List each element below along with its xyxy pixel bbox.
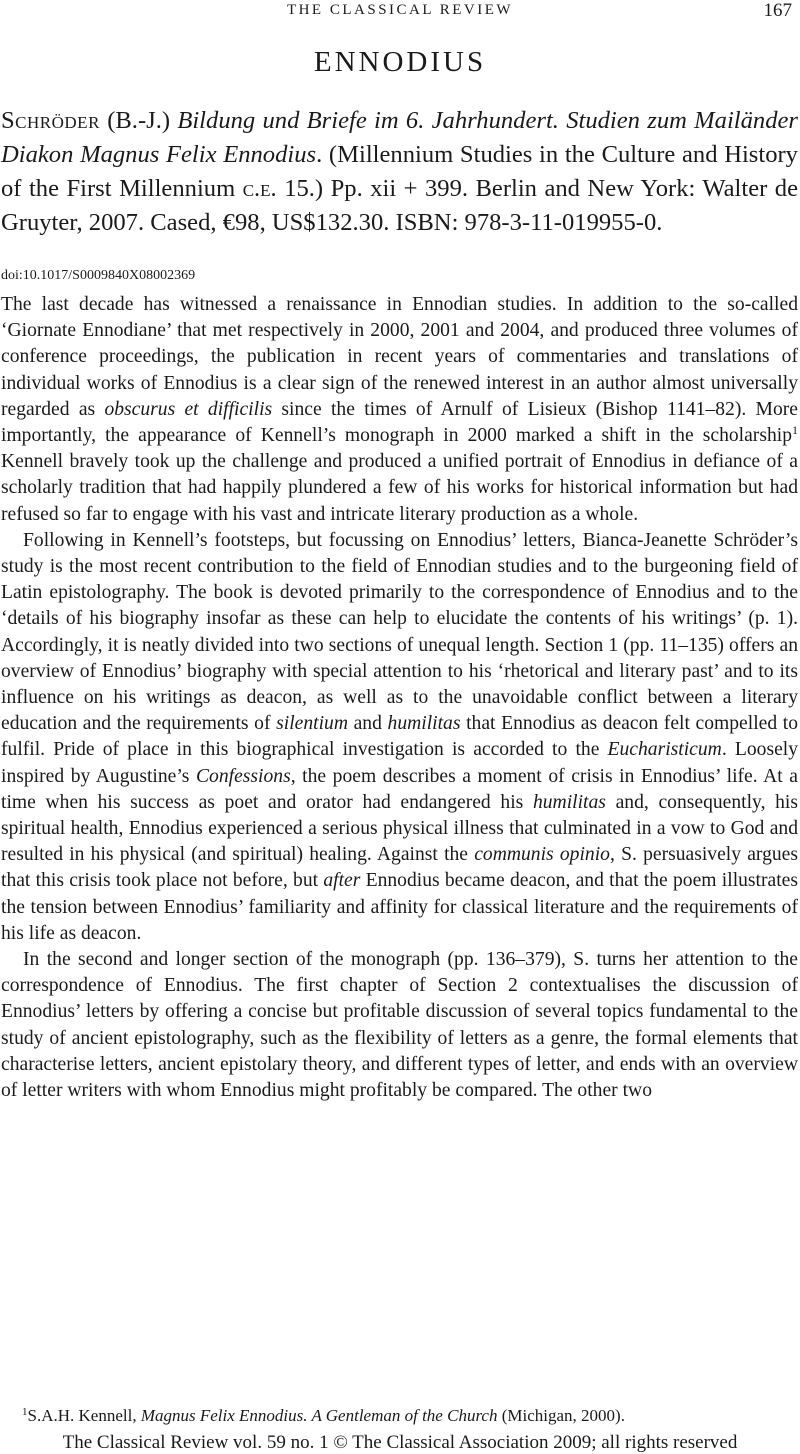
copyright-footer: The Classical Review vol. 59 no. 1 © The Classical Association 2009; all rights reserved [62, 1432, 738, 1453]
doi-line: doi:10.1017/S0009840X08002369 [1, 268, 196, 283]
footnote-1: $^1$S.A.H. Kennell, Magnus Felix Ennodius. A Gentleman of the Church (Michigan, 2000). [22, 1406, 625, 1425]
paragraph-2: Following in Kennell’s footsteps, but focussing on Ennodius’ letters, Bianca-Jeanette Schröder’s study is the most recent contribution to the field of Ennodian studies and to the burgeoning field of Latin epistolography. The book is devoted primarily to the correspondence of Ennodius and to the ‘details of his biography insofar as these can help to elucidate the contents of his writings’ (p. 1). Accordingly, it is neatly divided into two sections of unequal length. Section 1 (pp. 11–135) offers an overview of Ennodius’ biography with special attention to his ‘rhetorical and literary past’ and to its influence on his writings as deacon, as well as to the unavoidable conflict between a literary education and the requirements of silentium and humilitas that Ennodius as deacon felt compelled to fulfil. Pride of place in this biographical investigation is accorded to the Eucharisticum. Loosely inspired by Augustine’s Confessions, the poem describes a moment of crisis in Ennodius’ life. At a time when his success as poet and orator had endangered his humilitas and, consequently, his spiritual health, Ennodius experienced a serious physical illness that culminated in a vow to God and resulted in his physical (and spiritual) healing. Against the communis opinio, S. persuasively argues that this crisis took place not before, but after Ennodius became deacon, and that the poem illustrates the tension between Ennodius’ familiarity and affinity for classical literature and the requirements of his life as deacon. [1, 529, 799, 944]
author-initials: (B.-J.) [99, 107, 178, 134]
publication-details: 15.) Pp. xii + 399. Berlin and New York: Walter de Gruyter, 2007. Cased, €98, US$132.30. ISBN: 978-3-11-019955-0. [1, 175, 798, 236]
paragraph-3: In the second and longer section of the monograph (pp. 136–379), S. turns her attention to the correspondence of Ennodius. The first chapter of Section 2 contextualises the discussion of Ennodius’ letters by offering a concise but profitable discussion of several topics fundamental to the study of ancient epistolography, such as the flexibility of letters as a genre, the formal elements that characterise letters, ancient epistolary theory, and different types of letter, and ends with an overview of letter writers with whom Ennodius might profitably be compared. The other two [1, 949, 798, 1102]
review-bibliographic-header [1, 104, 798, 240]
review-body [1, 292, 798, 1104]
book-title: Bildung und Briefe im 6. Jahrhundert. Studien zum Mailänder Diakon Magnus Felix Ennodius [1, 107, 798, 168]
footnote-number: 1 [22, 1406, 28, 1418]
journal-running-title: THE CLASSICAL REVIEW [286, 2, 514, 18]
era-abbrev: c.e. [242, 175, 277, 202]
running-head [0, 0, 800, 22]
footnote-reference[interactable]: 1 [792, 423, 798, 438]
series-info: . (Millennium Studies in the Culture and History of the First Millennium [1, 141, 798, 202]
section-title: ENNODIUS [313, 46, 487, 78]
reviewed-author: Schröder [1, 107, 100, 134]
page-number: 167 [763, 0, 792, 21]
paragraph-1: The last decade has witnessed a renaissance in Ennodian studies. In addition to the so-called ‘Giornate Ennodiane’ that met respectively in 2000, 2001 and 2004, and produced three volumes of conference proceedings, the publication in recent years of commentaries and translations of individual works of Ennodius is a clear sign of the renewed interest in an author almost universally regarded as obscurus et difficilis since the times of Arnulf of Lisieux (Bishop 1141–82). More importantly, the appearance of Kennell’s monograph in 2000 marked a shift in the scholarship$^1$ Kennell bravely took up the challenge and produced a unified portrait of Ennodius in defiance of a scholarly tradition that had happily plundered a few of his works for historical information but had refused so far to engage with his vast and intricate literary production as a whole. [1, 294, 798, 525]
